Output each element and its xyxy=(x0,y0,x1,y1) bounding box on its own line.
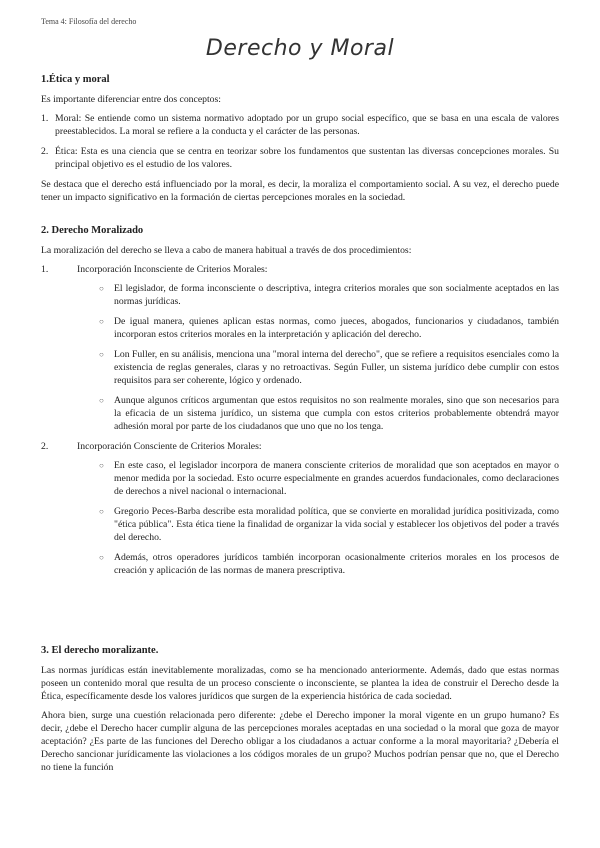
item-number: 1. xyxy=(41,264,49,275)
item-number: 2. xyxy=(41,441,49,452)
list-item xyxy=(41,112,559,138)
bullet-list xyxy=(41,282,559,433)
list-item: ○ Aunque algunos críticos argumentan que estos requisitos no son realmente morales, sino que son necesarios para la eficacia de un sistema jurídico, un sistema que cumpla con estos criterios probablemente obtendrá mayor adhesión moral por parte de los ciudadanos que uno que no los tenga. xyxy=(114,394,559,433)
bullet-list xyxy=(41,459,559,577)
section-heading: 2. Derecho Moralizado xyxy=(41,225,144,236)
section-derecho-moralizante xyxy=(41,644,559,774)
list-item: ○ Gregorio Peces-Barba describe esta moralidad política, que se convierte en moralidad jurídica positivizada, como "ética pública". Esta ética tiene la finalidad de organizar la vida social y establecer los objetivos del poder a través del derecho. xyxy=(114,505,559,544)
paragraph: La moralización del derecho se lleva a cabo de manera habitual a través de dos procedimientos: xyxy=(41,245,412,256)
document-title: Derecho y Moral xyxy=(205,36,395,61)
list-item: ○ Lon Fuller, en su análisis, menciona una "moral interna del derecho", que se refiere a requisitos esenciales como la existencia de reglas generales, claras y no retroactivas. Según Fuller, un sistema jurídico debe cumplir con estos requisitos para ser coherente, lógico y ordenado. xyxy=(114,348,559,387)
header-note: Tema 4: Filosofía del derecho xyxy=(41,17,137,26)
paragraph: Es importante diferenciar entre dos conceptos: xyxy=(41,94,221,105)
item-number: 2. xyxy=(41,146,49,157)
procedure-item xyxy=(41,440,559,453)
section-heading: 3. El derecho moralizante. xyxy=(41,645,159,656)
numbered-list xyxy=(41,112,559,171)
list-item: ○ De igual manera, quienes aplican estas normas, como jueces, abogados, funcionarios y ciudadanos, también incorporan estos criterios morales en la interpretación y aplicación del derecho. xyxy=(114,315,559,341)
item-number: 1. xyxy=(41,113,49,124)
item-text: Ética: Esta es una ciencia que se centra en teorizar sobre los fundamentos que sustentan las diversas concepciones morales. Su principal objetivo es el estudio de los valores. xyxy=(55,146,559,170)
procedure-item xyxy=(41,263,559,276)
list-item: ○ Además, otros operadores jurídicos también incorporan ocasionalmente criterios morales en los procesos de creación y aplicación de las normas de manera prescriptiva. xyxy=(114,551,559,577)
list-item xyxy=(41,145,559,171)
list-item: ○ El legislador, de forma inconsciente o descriptiva, integra criterios morales que son socialmente aceptados en las normas jurídicas. xyxy=(114,282,559,308)
section-heading: 1.Ética y moral xyxy=(41,74,110,85)
section-derecho-moralizado xyxy=(41,224,559,577)
section-etica-moral xyxy=(41,73,559,204)
paragraph: Se destaca que el derecho está influenciado por la moral, es decir, la moraliza el comportamiento social. A su vez, el derecho puede tener un impacto significativo en la formación de ciertas percepciones morales en la sociedad. xyxy=(41,179,559,203)
procedure-title: Incorporación Inconsciente de Criterios Morales: xyxy=(77,264,268,275)
document-body xyxy=(41,73,559,780)
list-item: ○ En este caso, el legislador incorpora de manera consciente criterios de moralidad que son aceptados en mayor o menor medida por la sociedad. Esto ocurre especialmente en grandes acuerdos fundacionales, como declaraciones de derechos a nivel nacional o internacional. xyxy=(114,459,559,498)
paragraph: Ahora bien, surge una cuestión relacionada pero diferente: ¿debe el Derecho imponer la moral vigente en un grupo humano? Es decir, ¿debe el Derecho hacer cumplir alguna de las percepciones morales aceptadas en una sociedad o la moral que goza de mayor aceptación? ¿Es parte de las funciones del Derecho obligar a los ciudadanos a actuar conforme a la moral mayoritaria? ¿Debería el Derecho sancionar jurídicamente las violaciones a los códigos morales de un grupo? Muchos podrían pensar que no, que el Derecho no tiene la función xyxy=(41,710,559,773)
paragraph: Las normas jurídicas están inevitablemente moralizadas, como se ha mencionado anteriormente. Además, dado que estas normas poseen un contenido moral que resulta de un proceso consciente o inconsciente, se plantea la idea de construir el Derecho desde la Ética, específicamente desde los valores jurídicos que surgen de la experiencia histórica de cada sociedad. xyxy=(41,665,559,702)
item-text: Moral: Se entiende como un sistema normativo adoptado por un grupo social específico, que se basa en una escala de valores preestablecidos. La moral se refiere a la conducta y el carácter de las personas. xyxy=(55,113,559,137)
procedure-title: Incorporación Consciente de Criterios Morales: xyxy=(77,441,262,452)
